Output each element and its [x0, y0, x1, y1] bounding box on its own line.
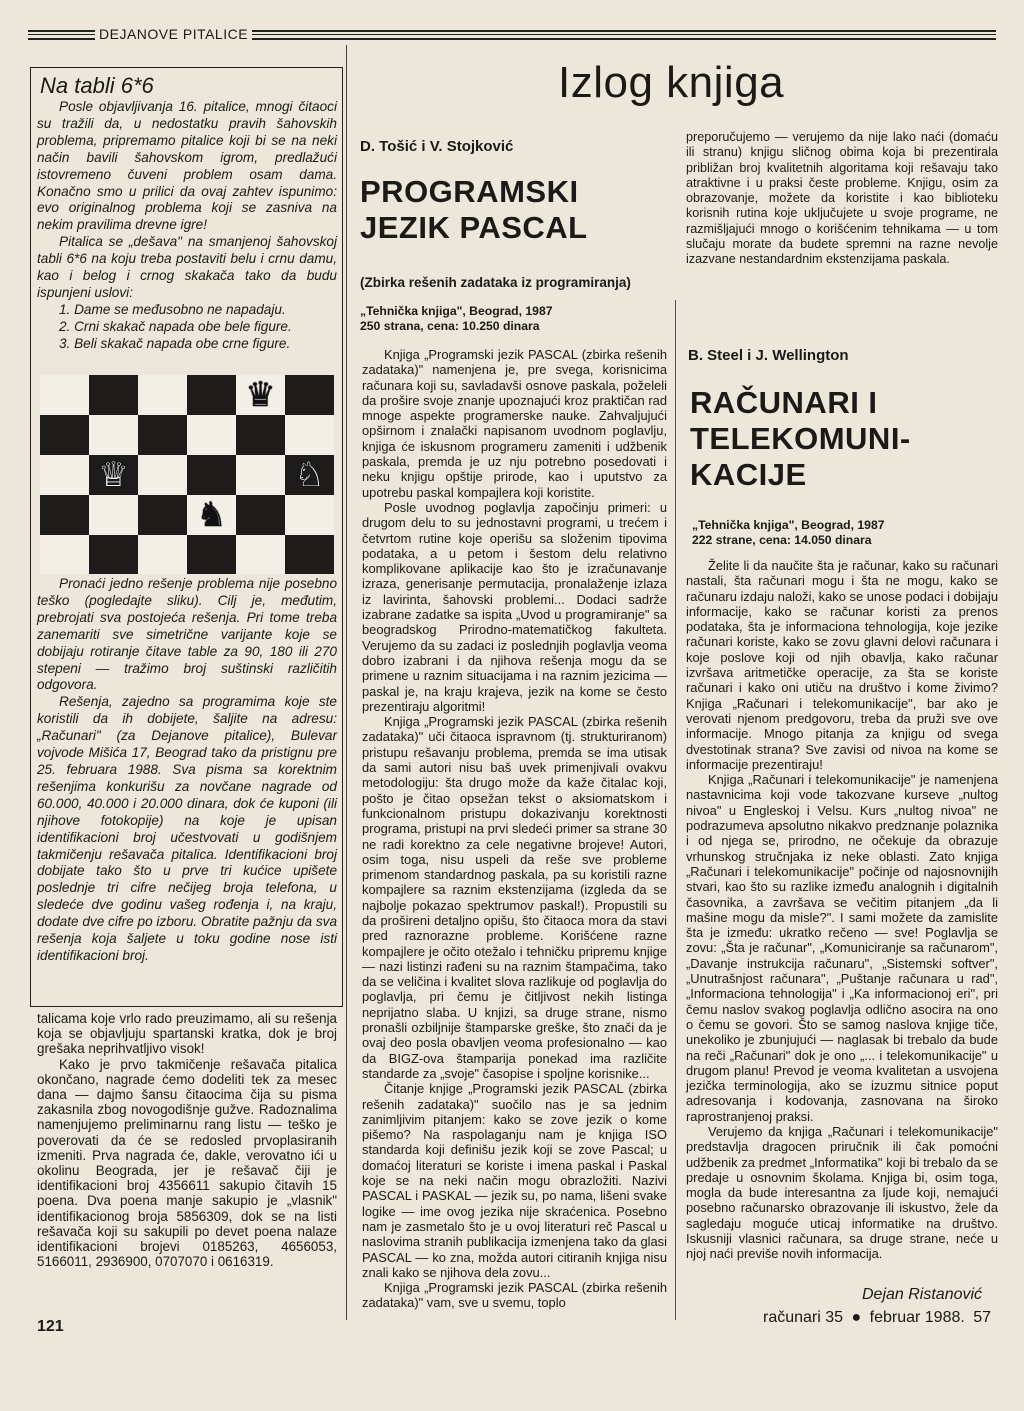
book2-text [686, 558, 998, 1262]
board-square [40, 455, 89, 495]
board-square [285, 535, 334, 574]
book1-continued-text: preporučujemo — verujemo da nije lako naći (domaću ili stranu) knjigu sličnog obima koja bi prezentirala približan broj kvalitetnih algoritama koji rešavaju tako atraktivne i u praksi česte probleme. Knjigu, osim za obrazovanje, možete da koristite i kao biblioteku korisnih rutina koje uključujete u svoje programe, ne razmišljajući mnogo o korišćenim tehnikama — u tom slučaju morate da budete spremni na razne nevolje izazvane nestandardnim ekstenzijama paskala. [686, 130, 998, 267]
board-square [40, 495, 89, 535]
board-square [138, 535, 187, 574]
book1-author: D. Tošić i V. Stojković [360, 138, 514, 155]
book2-meta [692, 518, 885, 547]
section-title: DEJANOVE PITALICE [95, 26, 252, 42]
page-footer [763, 1309, 991, 1327]
puzzle-rule-1: 1. Dame se međusobno ne napadaju. [59, 301, 286, 317]
footer-date: februar 1988. [869, 1309, 965, 1326]
left-body-p2: Kako je prvo takmičenje rešavača pitalica okončano, nagrade ćemo dodeliti tek za mesec dana — dajmo šansu čitaocima čija su pisma zakasnila zbog novogodišnje gužve. Radoznalima namenjujemo preliminarnu rang listu — teško je poverovati da će se redosled prvoplasiranih izmeniti. Prva nagrada će, dakle, verovatno ići u okolinu Beograda, jer je rešavač čiji je identifikacioni broj 4356611 sakupio čitavih 15 poena. Dva poena manje sakupio je „vlasnik" identifikacionog broja 5856309, dok se na listi rešavača koji su sakupili po devet poena nalaze identifikacioni brojevi 0185263, 4656053, 5166011, 2936900, 0707070 i 0616319. [37, 1056, 337, 1270]
puzzle-intro-p1: Posle objavljivanja 16. pitalice, mnogi čitaoci su tražili da, u nedostatku pravih šahovskih problema, pripremamo pitalice koji bi se na neki način bavili šahovskom igrom, predlažući istovremeno čuveni problem osam dama. Konačno smo u prilici da ovaj zahtev ispunimo: evo originalnog problema koji se zasniva na nekim pravilima drevne igre! [37, 99, 337, 233]
showcase-title: Izlog knjiga [558, 58, 785, 107]
puzzle-outro-p2: Rešenja, zajedno sa programima koje ste koristili da ih dobijete, šaljite na adresu: „Računari" (za Dejanove pitalice), Bulevar vojvode Mišića 17, Beograd tako da pristignu pre 25. februara 1988. Sva pisma sa korektnim rešenjima konkurišu za novčane nagrade od 60.000, 40.000 i 20.000 dinara, dok će kuponi (ili njihove fotokopije) na koje je upisan identifikacioni broj učestvovati u godišnjem takmičenju rešavača pitalica. Identifikacioni broj dobijate tako što u prve tri kućice upišete poslednje tri cifre nečijeg broja telefona, u sledeće dve godinu vašeg rođenja i, na kraju, dodate dve cifre po izboru. Obratite pažnju da sva rešenja koja šaljete u toku godine nose isti identifikacioni broj. [37, 694, 337, 963]
board-square [138, 455, 187, 495]
board-square [236, 455, 285, 495]
book2-author: B. Steel i J. Wellington [688, 347, 849, 364]
book1-title-line1: PROGRAMSKI [360, 174, 579, 209]
book1-continued [686, 130, 998, 268]
book2-text-p1: Želite li da naučite šta je računar, kako su računari nastali, šta računari mogu i šta ne mogu, kako se računaru izdaju naloži, kako se unose podaci i dobijaju informacije, kako se računar koristi za prenos podataka, šta je informaciona tehnologija, koje jezike računari koriste, kako se zovu glavni delovi računara i koje poslove koji od njih obavlja, kako računar izvršava aritmetičke operacije, za šta se koriste računari i kako oni utiču na društvo i kome živimo? Knjiga „Računari i telekomunikacije", bar ako je verovati njenom predgovoru, treba da pruži sve ove informacije. Mnogo pitanja za knjigu od svega dvestotinak strana? Sve zavisi od nivoa na kome se informacije prezentiraju! [686, 558, 998, 772]
board-square [138, 495, 187, 535]
book1-title [360, 174, 588, 246]
board-square [236, 415, 285, 455]
board-square [236, 535, 285, 574]
book1-pages-price: 250 strana, cena: 10.250 dinara [360, 318, 540, 333]
board-square [187, 375, 236, 415]
puzzle-outro-p1: Pronaći jedno rešenje problema nije posebno teško (pogledajte sliku). Cilj je, međutim, prebrojati sva postojeća rešenja. Pri tome treba zanemariti sve simetrične varijante koje se dobijaju rotiranje čitave table za 90, 180 ili 270 stepeni — tražimo broj suštinski različitih odgovora. [37, 576, 337, 693]
book1-text-p5: Knjiga „Programski jezik PASCAL (zbirka rešenih zadataka)" vam, sve u svemu, toplo [362, 1280, 667, 1311]
book1-text-p2: Posle uvodnog poglavlja započinju primeri: u drugom delu to su jednostavni programi, u trećem i četvrtom rutine koje operišu sa složenim tipovima podataka, a u petom i šestom delu relativno komplikovane aplikacije kao što je izračunavanje izraza, generisanje permutacija, pronalaženje izlaza iz lavirinta, šahovski problemi... Dodaci sadrže izabrane zadatke sa ispita „Uvod u programiranje" sa beogradskog Prirodno-matematičkog fakulteta. Verujemo da su zadaci iz poslednjih poglavlja veoma dobro izabrani i da njihova rešenja mogu da se primene u raznim situacijama i na raznim jezicima — paskal je, na kraju krajeva, jezik na kome se često prezentiraju algoritmi! [362, 499, 667, 714]
board-square [285, 495, 334, 535]
book1-publisher: „Tehnička knjiga", Beograd, 1987 [360, 304, 553, 318]
board-square [89, 375, 138, 415]
board-square [187, 535, 236, 574]
puzzle-intro [37, 99, 337, 353]
book2-title [690, 385, 911, 493]
book1-title-line2: JEZIK PASCAL [360, 210, 588, 245]
author-signature: Dejan Ristanović [862, 1286, 983, 1303]
board-square [138, 375, 187, 415]
book2-title-line2: TELEKOMUNI- [690, 421, 911, 456]
book1-subtitle: (Zbirka rešenih zadataka iz programiranja) [360, 275, 631, 290]
board-square [187, 415, 236, 455]
book1-text-p4: Čitanje knjige „Programski jezik PASCAL (zbirka rešenih zadataka)" suočilo nas je sa jednim zanimljivim pitanjem: kako se zove jezik o kome pišemo? Na raspolaganju nam je knjiga ISO standarda koji definišu jezik koji se zove Pascal; u domaćoj literaturi se koriste i imena paskal i Paskal koje se na neki način mogu obrazložiti. Nazivi PASCAL i PASKAL — jezik su, po nama, lišeni svake logike — ime ovog jezika nije skraćenica. Posebno nam je zasmetalo što je u ovoj literaturi reč Pascal u naslovima stranih publikacija izmenjena tako da glasi PASCAL — ko zna, možda autori citiranih knjiga nisu znali kako se njihova dela zovu... [362, 1081, 667, 1280]
book2-text-p2: Knjiga „Računari i telekomunikacije" je namenjena nastavnicima koji vode takozvane kurseve „nultog nivoa" u Engleskoj i Velsu. Kurs „nultog nivoa" ne podrazumeva apsolutno nikakvo predznanje polaznika i od njega se, prirodno, ne očekuje da obrazuje vrhunskog stručnjaka iz neke oblasti. Zato knjiga „Računari i telekomunikacije" počinje od najosnovnijih stvari, kao što su razlike između analognih i digitalnih časovnika, a završava se večitim pitanjem „da li mašine mogu da misle?". I sami možete da zamislite šta je između: ukratko rečeno — sve! Poglavlja se zovu: „Šta je računar", „Komuniciranje sa računarom", „Davanje instrukcija računaru", „Sistemski softver", „Unutrašnjost računara", „Puštanje računara u rad", „Informaciona tehnologija" i „Ka informacionoj eri", pri čemu naslov svakog poglavlja odlično asocira na ono o čemu se govori. Što se samog naslova knjige tiče, unekoliko je zbunjujući — naglasak bi trebalo da bude na reči „Računari" dok je ono „... i telekomunikacije" u drugom planu! Prevod je veoma kvalitetan a usvojena jezička terminologija, ako se izuzmu sitnice poput adresovanja i kodovanja, zasnovana na široko raprostranjenoj praksi. [686, 772, 998, 1124]
board-square [285, 415, 334, 455]
board-square [187, 455, 236, 495]
book1-text-p3: Knjiga „Programski jezik PASCAL (zbirka rešenih zadataka)" uči čitaoca ispravnom (tj. strukturiranom) pristupu rešavanju problema, premda se ima utisak da sami autori nisu baš uvek primenjivali ovakvu metodologiju: šta drugo može da kaže čitalac koji, pošto je čitao opsežan tekst o aksiomatskom i funkcionalnom pristupu dokazivanju korektnosti programa, pristupi na prvi sledeći primer sa strane 30 ne radi korektno za cele negativne brojeve! Autori, osim toga, nisu uspeli da reše sve probleme primenom standardnog paskala, pa su koristili razne kompajlere sa raznim ekstenzijama (izgleda da se najbolje pokazao spektrumov paskal!). Propustili su da prošireni detaljno opišu, što čitaoca mora da stavi pred raznorazne probleme. Korišćene razne kompajlere je očito otežalo i tehničku pripremu knjige — nazi listinzi rađeni su na raznim štampačima, tako da se veličina i kvalitet slova razlikuje od poglavlja do poglavlja, pri čemu je čitljivost nekih listinga neprijatno slaba. U knjizi, sa druge strane, nismo pronašli ozbiljnije štamparske greške, što znači da je ovaj deo posla obavljen veoma profesionalno — kao da BIGZ-ova štamparija ponekad ima različite standarde za „svoje" časopise i spoljne korisnike... [362, 714, 667, 1081]
puzzle-outro [37, 576, 337, 965]
book2-publisher: „Tehnička knjiga", Beograd, 1987 [692, 518, 885, 532]
black-knight-icon: ♞ [196, 496, 227, 534]
puzzle-intro-p2: Pitalica se „dešava" na smanjenoj šahovskoj tabli 6*6 na koju treba postaviti belu i crnu damu, kao i belog i crnog skakača tako da budu ispunjeni uslovi: [37, 234, 337, 300]
board-square [236, 495, 285, 535]
book1-meta [360, 304, 553, 333]
board-square [40, 535, 89, 574]
black-queen-icon: ♛ [245, 376, 276, 414]
book1-text-p1: Knjiga „Programski jezik PASCAL (zbirka rešenih zadataka)" namenjena je, pre svega, korisnicima računara koji su, savladavši osnove paskala, poželeli da prošire svoje znanje upoznajući kroz praktičan rad mnoge aspekte programerske nauke. Zahvaljujući opširnom i znalački napisanom uvodnom poglavlju, knjiga će iskusnom programeru zameniti i udžbenik paskala, premda je uz nju potrebno posedovati i neku knjigu opštije prirode, kao i uputstvo za upotrebu paskal kompajlera koji koristite. [362, 347, 667, 500]
board-square [138, 415, 187, 455]
chessboard [40, 375, 336, 574]
book2-title-line1: RAČUNARI I [690, 385, 878, 420]
book2-pages-price: 222 strane, cena: 14.050 dinara [692, 532, 872, 547]
puzzle-rule-3: 3. Beli skakač napada obe crne figure. [59, 335, 291, 351]
white-queen-icon: ♕ [98, 456, 129, 494]
white-knight-icon: ♘ [294, 456, 325, 494]
board-square [89, 495, 138, 535]
book1-text [362, 347, 667, 1311]
board-square [89, 535, 138, 574]
page-number-left: 121 [37, 1318, 64, 1335]
left-body-p1: talicama koje vrlo rado preuzimamo, ali su rešenja koja se objavljuju spartanski kratka, dok je broj grešaka neprihvatljivo visok! [37, 1011, 337, 1057]
book2-text-p3: Verujemo da knjiga „Računari i telekomunikacije" predstavlja dragocen priručnik ili čak pomoćni udžbenik za predmet „Informatika" koji bi trebalo da se predaje u osnovnim školama. Knjiga bi, osim toga, mogla da bude interesantna za ljude koji, nemajući posebno računarsko obrazovanje ili iskustvo, žele da sagledaju moguće uticaj informatike na društvo. Iskusniji vlasnici računara, sa druge strane, neće u njoj naći previše novih informacija. [686, 1123, 998, 1262]
board-square [285, 375, 334, 415]
board-square [40, 375, 89, 415]
board-square [40, 415, 89, 455]
board-square [89, 415, 138, 455]
footer-bullet: ● [851, 1309, 862, 1326]
book2-title-line3: KACIJE [690, 457, 807, 492]
footer-page: 57 [973, 1309, 992, 1326]
left-body [37, 1011, 337, 1269]
footer-magazine: računari 35 [763, 1309, 844, 1326]
puzzle-rule-2: 2. Crni skakač napada obe bele figure. [59, 318, 292, 334]
puzzle-title: Na tabli 6*6 [40, 73, 154, 98]
